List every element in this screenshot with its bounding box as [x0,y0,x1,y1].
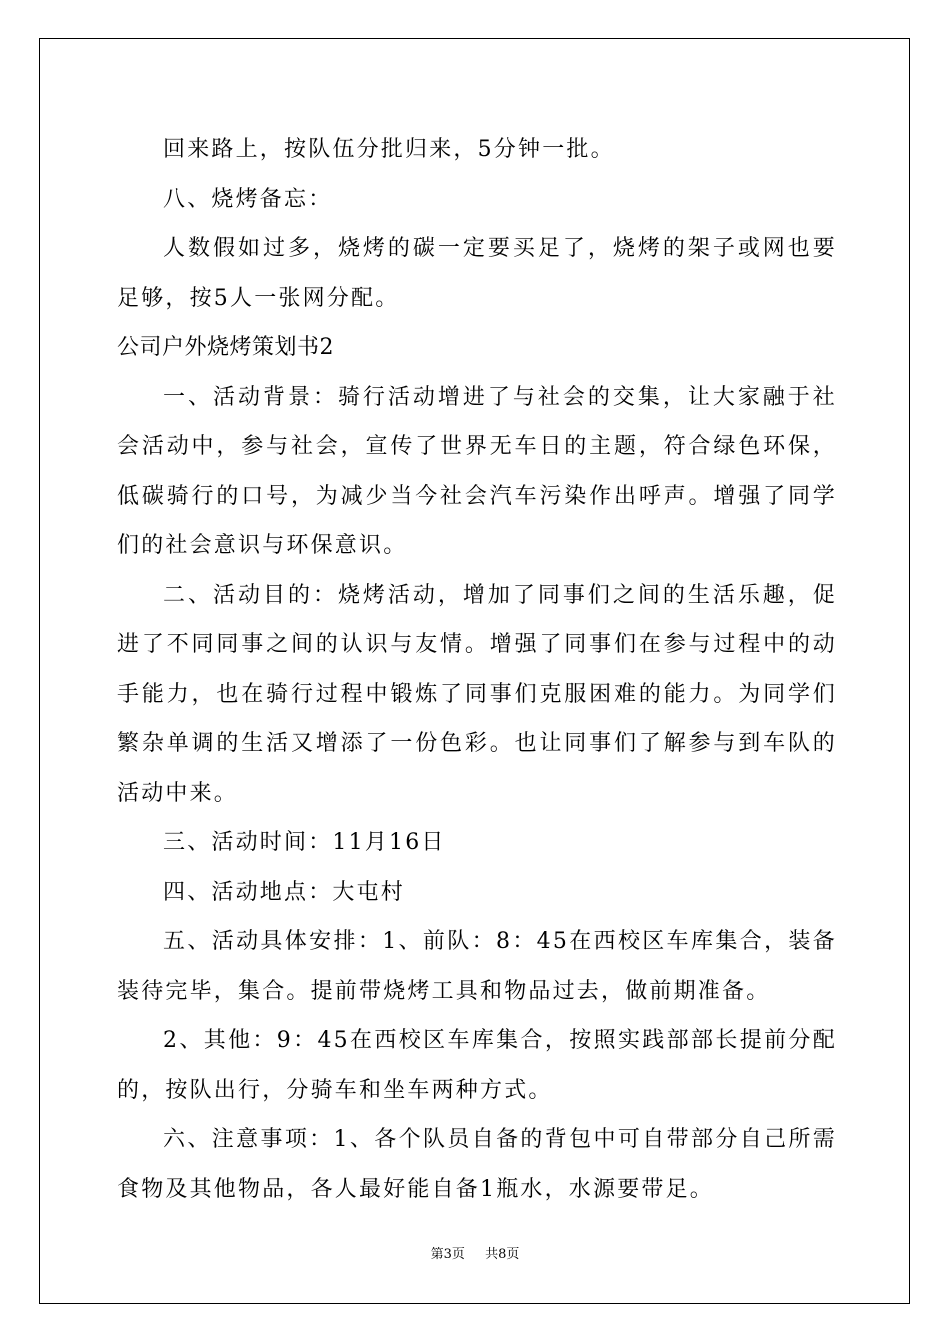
page-number: 第3页 [430,1247,465,1262]
paragraph-purpose: 二、活动目的：烧烤活动，增加了同事们之间的生活乐趣，促进了不同同事之间的认识与友情。增强了同事们在参与过程中的动手能力，也在骑行过程中锻炼了同事们克服困难的能力。为同学们繁杂单调的生活又增添了一份色彩。也让同事们了解参与到车队的活动中来。 [117,582,837,806]
paragraph-return-route: 回来路上，按队伍分批归来，5分钟一批。 [163,137,615,162]
paragraph-notes: 六、注意事项：1、各个队员自备的背包中可自带部分自己所需食物及其他物品，各人最好能自备1瓶水，水源要带足。 [117,1127,837,1202]
page-total: 共8页 [485,1247,520,1262]
paragraph-schedule: 五、活动具体安排：1、前队：8：45在西校区车库集合，装备装待完毕，集合。提前带烧烤工具和物品过去，做前期准备。 [117,929,837,1004]
paragraph-location: 四、活动地点：大屯村 [163,879,406,905]
page-footer [0,1243,950,1262]
paragraph-time: 三、活动时间：11月16日 [163,830,446,855]
document-body [117,125,837,1214]
paragraph-background: 一、活动背景：骑行活动增进了与社会的交集，让大家融于社会活动中，参与社会，宣传了世界无车日的主题，符合绿色环保，低碳骑行的口号，为减少当今社会汽车污染作出呼声。增强了同学们的社会意识与环保意识。 [117,384,837,558]
paragraph-schedule-others: 2、其他：9：45在西校区车库集合，按照实践部部长提前分配的，按队出行，分骑车和坐车两种方式。 [117,1028,837,1103]
paragraph-bbq-memo: 人数假如过多，烧烤的碳一定要买足了，烧烤的架子或网也要足够，按5人一张网分配。 [117,236,837,311]
document-title: 公司户外烧烤策划书2 [117,335,334,360]
section-heading-bbq-memo: 八、烧烤备忘： [163,186,333,212]
